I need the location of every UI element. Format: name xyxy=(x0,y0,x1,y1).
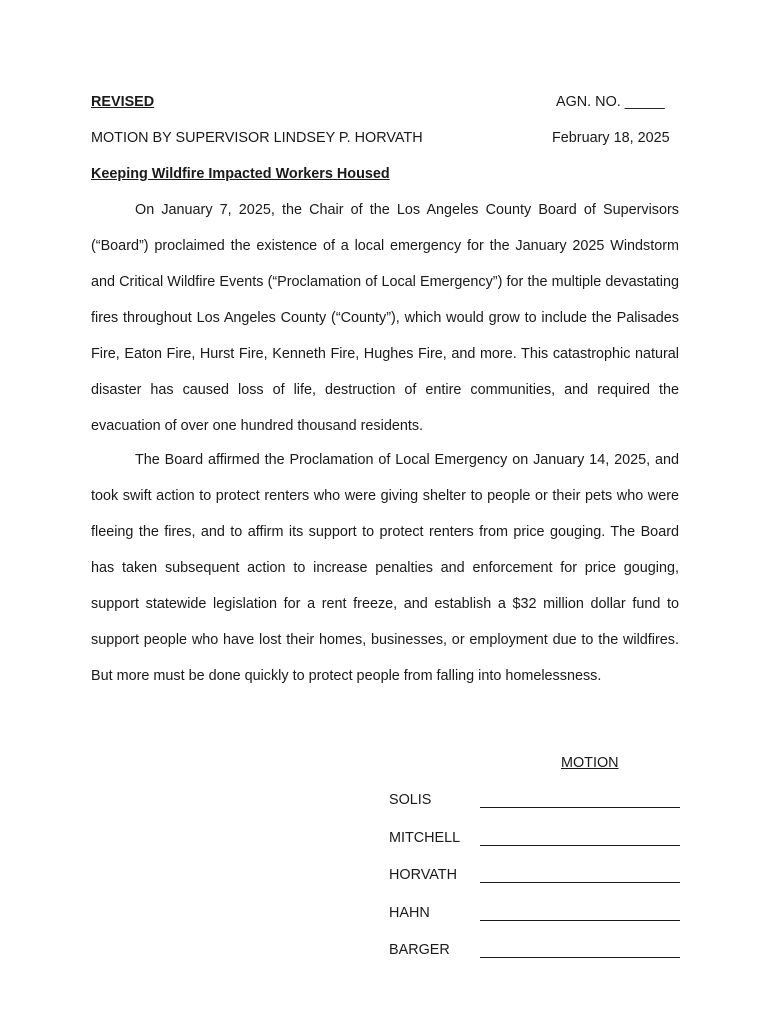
signature-line xyxy=(480,920,680,921)
signature-line xyxy=(480,845,680,846)
motion-date: February 18, 2025 xyxy=(552,130,670,146)
body-paragraph-1: On January 7, 2025, the Chair of the Los Angeles County Board of Supervisors (“Board”) proclaimed the existence of a local emergency for the January 2025 Windstorm and Critical Wildfire Events (“Proclamation of Local Emergency”) for the multiple devastating fires throughout Los Angeles County (“County”), which would grow to include the Palisades Fire, Eaton Fire, Hurst Fire, Kenneth Fire, Hughes Fire, and more. This catastrophic natural disaster has caused loss of life, destruction of entire communities, and required the evacuation of over one hundred thousand residents. xyxy=(91,202,679,434)
vote-row-solis xyxy=(389,792,681,812)
motion-by-line: MOTION BY SUPERVISOR LINDSEY P. HORVATH xyxy=(91,130,423,146)
vote-row-mitchell xyxy=(389,830,681,850)
body-paragraph-2: The Board affirmed the Proclamation of Local Emergency on January 14, 2025, and took swift action to protect renters who were giving shelter to people or their pets who were fleeing the fires, and to affirm its support to protect renters from price gouging. The Board has taken subsequent action to increase penalties and enforcement for price gouging, support statewide legislation for a rent freeze, and establish a $32 million dollar fund to support people who have lost their homes, businesses, or employment due to the wildfires. But more must be done quickly to protect people from falling into homelessness. xyxy=(91,452,679,684)
supervisor-name: SOLIS xyxy=(389,792,432,808)
signature-line xyxy=(480,807,680,808)
vote-row-hahn xyxy=(389,905,681,925)
signature-line xyxy=(480,957,680,958)
revised-label: REVISED xyxy=(91,94,155,110)
supervisor-name: MITCHELL xyxy=(389,830,461,846)
motion-heading: MOTION xyxy=(561,755,619,771)
signature-line xyxy=(480,882,680,883)
vote-row-horvath xyxy=(389,867,681,887)
supervisor-name: HORVATH xyxy=(389,867,457,883)
vote-row-barger xyxy=(389,942,681,962)
supervisor-name: BARGER xyxy=(389,942,450,958)
supervisor-name: HAHN xyxy=(389,905,430,921)
motion-subject: Keeping Wildfire Impacted Workers Housed xyxy=(91,166,390,182)
agenda-number: AGN. NO. _____ xyxy=(556,94,665,110)
